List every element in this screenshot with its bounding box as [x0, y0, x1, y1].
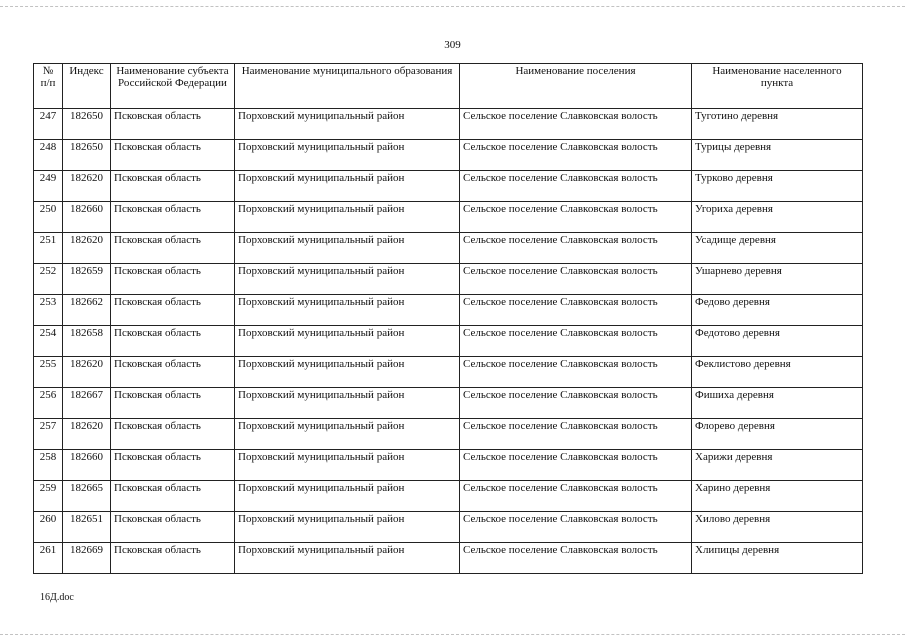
- cell-settlement: Сельское поселение Славковская волость: [460, 357, 692, 388]
- cell-municipality: Порховский муниципальный район: [235, 171, 460, 202]
- cell-settlement: Сельское поселение Славковская волость: [460, 512, 692, 543]
- table-header-row: [34, 64, 863, 109]
- cell-index: 182665: [63, 481, 111, 512]
- cell-subject: Псковская область: [111, 450, 235, 481]
- cell-locality: Хлипицы деревня: [692, 543, 863, 574]
- cell-number: 247: [34, 109, 63, 140]
- cell-settlement: Сельское поселение Славковская волость: [460, 450, 692, 481]
- cell-locality: Туготино деревня: [692, 109, 863, 140]
- cell-municipality: Порховский муниципальный район: [235, 264, 460, 295]
- cell-locality: Феклистово деревня: [692, 357, 863, 388]
- cell-locality: Фишиха деревня: [692, 388, 863, 419]
- cell-index: 182669: [63, 543, 111, 574]
- cell-number: 252: [34, 264, 63, 295]
- cell-index: 182650: [63, 109, 111, 140]
- cell-locality: Харино деревня: [692, 481, 863, 512]
- col-header-number: № п/п: [34, 64, 63, 109]
- cell-locality: Турково деревня: [692, 171, 863, 202]
- cell-number: 257: [34, 419, 63, 450]
- cell-number: 259: [34, 481, 63, 512]
- col-header-subject: Наименование субъекта Российской Федерации: [111, 64, 235, 109]
- cell-settlement: Сельское поселение Славковская волость: [460, 202, 692, 233]
- cell-index: 182620: [63, 357, 111, 388]
- table-row: [34, 233, 863, 264]
- cell-settlement: Сельское поселение Славковская волость: [460, 481, 692, 512]
- cell-settlement: Сельское поселение Славковская волость: [460, 419, 692, 450]
- col-header-municipality: Наименование муниципального образования: [235, 64, 460, 109]
- cell-subject: Псковская область: [111, 419, 235, 450]
- table-row: [34, 419, 863, 450]
- cell-number: 261: [34, 543, 63, 574]
- table-row: [34, 264, 863, 295]
- cell-number: 250: [34, 202, 63, 233]
- cell-number: 249: [34, 171, 63, 202]
- table-row: [34, 388, 863, 419]
- cell-municipality: Порховский муниципальный район: [235, 140, 460, 171]
- cell-locality: Флорево деревня: [692, 419, 863, 450]
- cell-index: 182659: [63, 264, 111, 295]
- cell-settlement: Сельское поселение Славковская волость: [460, 264, 692, 295]
- scan-artifact-top: [0, 6, 905, 7]
- cell-municipality: Порховский муниципальный район: [235, 233, 460, 264]
- scan-artifact-bottom: [0, 634, 905, 635]
- table-row: [34, 450, 863, 481]
- cell-subject: Псковская область: [111, 264, 235, 295]
- cell-locality: Ушарнево деревня: [692, 264, 863, 295]
- cell-number: 254: [34, 326, 63, 357]
- table-row: [34, 326, 863, 357]
- page-number: 309: [444, 39, 461, 51]
- cell-locality: Федотово деревня: [692, 326, 863, 357]
- cell-index: 182651: [63, 512, 111, 543]
- col-header-index: Индекс: [63, 64, 111, 109]
- cell-subject: Псковская область: [111, 171, 235, 202]
- cell-subject: Псковская область: [111, 109, 235, 140]
- cell-municipality: Порховский муниципальный район: [235, 295, 460, 326]
- cell-number: 251: [34, 233, 63, 264]
- cell-subject: Псковская область: [111, 326, 235, 357]
- cell-locality: Турицы деревня: [692, 140, 863, 171]
- cell-municipality: Порховский муниципальный район: [235, 450, 460, 481]
- cell-settlement: Сельское поселение Славковская волость: [460, 543, 692, 574]
- cell-subject: Псковская область: [111, 357, 235, 388]
- cell-index: 182662: [63, 295, 111, 326]
- cell-municipality: Порховский муниципальный район: [235, 109, 460, 140]
- cell-locality: Усадище деревня: [692, 233, 863, 264]
- cell-subject: Псковская область: [111, 481, 235, 512]
- cell-subject: Псковская область: [111, 233, 235, 264]
- settlements-table: [33, 63, 863, 574]
- cell-index: 182667: [63, 388, 111, 419]
- cell-index: 182620: [63, 419, 111, 450]
- table-row: [34, 109, 863, 140]
- cell-number: 256: [34, 388, 63, 419]
- cell-number: 258: [34, 450, 63, 481]
- cell-index: 182660: [63, 202, 111, 233]
- cell-settlement: Сельское поселение Славковская волость: [460, 233, 692, 264]
- cell-subject: Псковская область: [111, 512, 235, 543]
- table-body: [34, 109, 863, 574]
- cell-locality: Хилово деревня: [692, 512, 863, 543]
- cell-subject: Псковская область: [111, 543, 235, 574]
- footer-filename: 16Д.doc: [40, 592, 74, 603]
- table-row: [34, 357, 863, 388]
- cell-index: 182620: [63, 233, 111, 264]
- col-header-settlement: Наименование поселения: [460, 64, 692, 109]
- table-row: [34, 481, 863, 512]
- cell-number: 260: [34, 512, 63, 543]
- cell-settlement: Сельское поселение Славковская волость: [460, 295, 692, 326]
- cell-index: 182660: [63, 450, 111, 481]
- cell-locality: Угориха деревня: [692, 202, 863, 233]
- cell-municipality: Порховский муниципальный район: [235, 481, 460, 512]
- cell-subject: Псковская область: [111, 202, 235, 233]
- cell-number: 248: [34, 140, 63, 171]
- cell-index: 182650: [63, 140, 111, 171]
- cell-municipality: Порховский муниципальный район: [235, 512, 460, 543]
- cell-index: 182658: [63, 326, 111, 357]
- cell-municipality: Порховский муниципальный район: [235, 326, 460, 357]
- table-row: [34, 295, 863, 326]
- col-header-locality: Наименование населенного пункта: [692, 64, 863, 109]
- cell-number: 253: [34, 295, 63, 326]
- table-row: [34, 171, 863, 202]
- cell-settlement: Сельское поселение Славковская волость: [460, 388, 692, 419]
- table-row: [34, 140, 863, 171]
- cell-municipality: Порховский муниципальный район: [235, 388, 460, 419]
- table-row: [34, 512, 863, 543]
- cell-subject: Псковская область: [111, 388, 235, 419]
- cell-municipality: Порховский муниципальный район: [235, 202, 460, 233]
- table-row: [34, 543, 863, 574]
- cell-settlement: Сельское поселение Славковская волость: [460, 140, 692, 171]
- cell-locality: Харижи деревня: [692, 450, 863, 481]
- cell-municipality: Порховский муниципальный район: [235, 419, 460, 450]
- cell-index: 182620: [63, 171, 111, 202]
- cell-settlement: Сельское поселение Славковская волость: [460, 171, 692, 202]
- cell-subject: Псковская область: [111, 295, 235, 326]
- table-row: [34, 202, 863, 233]
- cell-settlement: Сельское поселение Славковская волость: [460, 326, 692, 357]
- cell-locality: Федово деревня: [692, 295, 863, 326]
- cell-municipality: Порховский муниципальный район: [235, 543, 460, 574]
- cell-subject: Псковская область: [111, 140, 235, 171]
- cell-settlement: Сельское поселение Славковская волость: [460, 109, 692, 140]
- cell-number: 255: [34, 357, 63, 388]
- cell-municipality: Порховский муниципальный район: [235, 357, 460, 388]
